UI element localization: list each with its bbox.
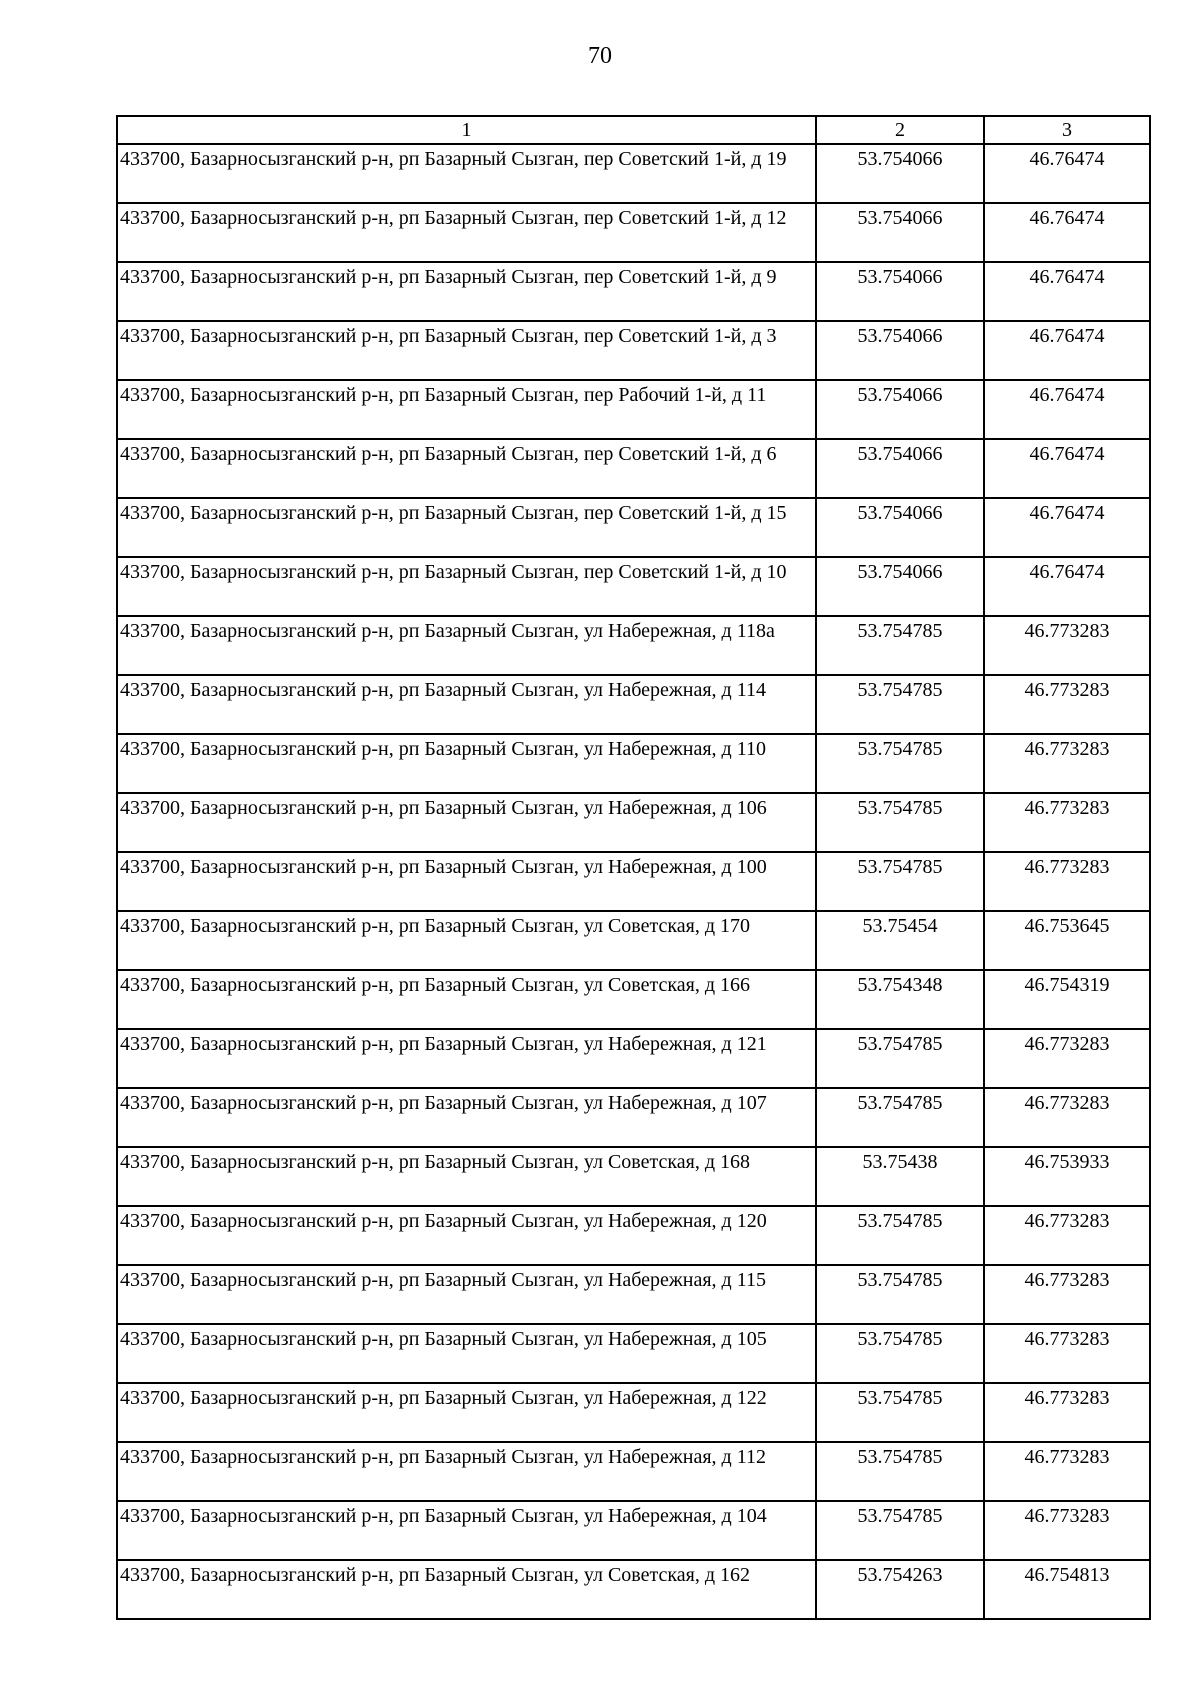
address-cell: 433700, Базарносызганский р-н, рп Базарный Сызган, ул Советская, д 166 bbox=[117, 970, 816, 1029]
latitude-cell: 53.754785 bbox=[816, 793, 984, 852]
table-row bbox=[117, 793, 1150, 852]
latitude-cell: 53.754066 bbox=[816, 380, 984, 439]
address-cell: 433700, Базарносызганский р-н, рп Базарный Сызган, ул Набережная, д 114 bbox=[117, 675, 816, 734]
latitude-cell: 53.754785 bbox=[816, 1029, 984, 1088]
longitude-cell: 46.773283 bbox=[984, 1265, 1150, 1324]
page-number: 70 bbox=[588, 43, 612, 69]
latitude-cell: 53.754785 bbox=[816, 734, 984, 793]
address-cell: 433700, Базарносызганский р-н, рп Базарный Сызган, ул Советская, д 162 bbox=[117, 1560, 816, 1619]
latitude-cell: 53.754785 bbox=[816, 1088, 984, 1147]
longitude-cell: 46.773283 bbox=[984, 1206, 1150, 1265]
latitude-cell: 53.754263 bbox=[816, 1560, 984, 1619]
table-row bbox=[117, 1206, 1150, 1265]
address-cell: 433700, Базарносызганский р-н, рп Базарный Сызган, ул Набережная, д 100 bbox=[117, 852, 816, 911]
latitude-cell: 53.754785 bbox=[816, 1501, 984, 1560]
table-row bbox=[117, 1442, 1150, 1501]
latitude-cell: 53.754348 bbox=[816, 970, 984, 1029]
latitude-cell: 53.754066 bbox=[816, 321, 984, 380]
header-row bbox=[117, 116, 1150, 144]
longitude-cell: 46.754319 bbox=[984, 970, 1150, 1029]
latitude-cell: 53.754785 bbox=[816, 852, 984, 911]
address-cell: 433700, Базарносызганский р-н, рп Базарный Сызган, ул Советская, д 168 bbox=[117, 1147, 816, 1206]
latitude-cell: 53.754066 bbox=[816, 557, 984, 616]
latitude-cell: 53.754785 bbox=[816, 1383, 984, 1442]
longitude-cell: 46.773283 bbox=[984, 1088, 1150, 1147]
table-row bbox=[117, 262, 1150, 321]
longitude-cell: 46.773283 bbox=[984, 793, 1150, 852]
table-row bbox=[117, 203, 1150, 262]
table-row bbox=[117, 380, 1150, 439]
latitude-cell: 53.754785 bbox=[816, 1324, 984, 1383]
longitude-cell: 46.773283 bbox=[984, 1029, 1150, 1088]
address-cell: 433700, Базарносызганский р-н, рп Базарный Сызган, пер Советский 1-й, д 10 bbox=[117, 557, 816, 616]
table-row bbox=[117, 321, 1150, 380]
address-cell: 433700, Базарносызганский р-н, рп Базарный Сызган, пер Советский 1-й, д 19 bbox=[117, 144, 816, 203]
address-cell: 433700, Базарносызганский р-н, рп Базарный Сызган, ул Набережная, д 118а bbox=[117, 616, 816, 675]
longitude-cell: 46.76474 bbox=[984, 321, 1150, 380]
longitude-cell: 46.76474 bbox=[984, 203, 1150, 262]
longitude-cell: 46.773283 bbox=[984, 734, 1150, 793]
table-row bbox=[117, 1265, 1150, 1324]
table-row bbox=[117, 1383, 1150, 1442]
table-row bbox=[117, 1147, 1150, 1206]
latitude-cell: 53.754785 bbox=[816, 675, 984, 734]
table-row bbox=[117, 1324, 1150, 1383]
latitude-cell: 53.75438 bbox=[816, 1147, 984, 1206]
address-cell: 433700, Базарносызганский р-н, рп Базарный Сызган, ул Набережная, д 106 bbox=[117, 793, 816, 852]
address-cell: 433700, Базарносызганский р-н, рп Базарный Сызган, ул Набережная, д 107 bbox=[117, 1088, 816, 1147]
table-row bbox=[117, 1029, 1150, 1088]
table-row bbox=[117, 616, 1150, 675]
longitude-cell: 46.773283 bbox=[984, 1324, 1150, 1383]
table-row bbox=[117, 675, 1150, 734]
longitude-cell: 46.773283 bbox=[984, 675, 1150, 734]
address-cell: 433700, Базарносызганский р-н, рп Базарный Сызган, ул Советская, д 170 bbox=[117, 911, 816, 970]
address-table bbox=[116, 115, 1151, 1620]
latitude-cell: 53.754785 bbox=[816, 1206, 984, 1265]
address-cell: 433700, Базарносызганский р-н, рп Базарный Сызган, ул Набережная, д 110 bbox=[117, 734, 816, 793]
address-cell: 433700, Базарносызганский р-н, рп Базарный Сызган, пер Советский 1-й, д 9 bbox=[117, 262, 816, 321]
longitude-cell: 46.76474 bbox=[984, 144, 1150, 203]
latitude-cell: 53.754785 bbox=[816, 1442, 984, 1501]
address-cell: 433700, Базарносызганский р-н, рп Базарный Сызган, пер Советский 1-й, д 12 bbox=[117, 203, 816, 262]
address-cell: 433700, Базарносызганский р-н, рп Базарный Сызган, пер Рабочий 1-й, д 11 bbox=[117, 380, 816, 439]
longitude-cell: 46.753933 bbox=[984, 1147, 1150, 1206]
address-cell: 433700, Базарносызганский р-н, рп Базарный Сызган, ул Набережная, д 122 bbox=[117, 1383, 816, 1442]
table-row bbox=[117, 1560, 1150, 1619]
longitude-cell: 46.773283 bbox=[984, 1383, 1150, 1442]
longitude-cell: 46.76474 bbox=[984, 439, 1150, 498]
latitude-cell: 53.754066 bbox=[816, 262, 984, 321]
table-row bbox=[117, 852, 1150, 911]
address-cell: 433700, Базарносызганский р-н, рп Базарный Сызган, ул Набережная, д 115 bbox=[117, 1265, 816, 1324]
longitude-cell: 46.773283 bbox=[984, 1442, 1150, 1501]
latitude-cell: 53.754066 bbox=[816, 439, 984, 498]
table-row bbox=[117, 1501, 1150, 1560]
table-row bbox=[117, 1088, 1150, 1147]
longitude-cell: 46.76474 bbox=[984, 262, 1150, 321]
address-cell: 433700, Базарносызганский р-н, рп Базарный Сызган, ул Набережная, д 120 bbox=[117, 1206, 816, 1265]
longitude-cell: 46.754813 bbox=[984, 1560, 1150, 1619]
table-row bbox=[117, 557, 1150, 616]
table-row bbox=[117, 970, 1150, 1029]
longitude-cell: 46.76474 bbox=[984, 557, 1150, 616]
address-cell: 433700, Базарносызганский р-н, рп Базарный Сызган, пер Советский 1-й, д 15 bbox=[117, 498, 816, 557]
latitude-cell: 53.754785 bbox=[816, 616, 984, 675]
address-cell: 433700, Базарносызганский р-н, рп Базарный Сызган, ул Набережная, д 105 bbox=[117, 1324, 816, 1383]
table-row bbox=[117, 911, 1150, 970]
longitude-cell: 46.773283 bbox=[984, 1501, 1150, 1560]
latitude-cell: 53.754066 bbox=[816, 498, 984, 557]
longitude-cell: 46.773283 bbox=[984, 616, 1150, 675]
table-header bbox=[117, 116, 1150, 144]
address-cell: 433700, Базарносызганский р-н, рп Базарный Сызган, пер Советский 1-й, д 6 bbox=[117, 439, 816, 498]
latitude-cell: 53.754066 bbox=[816, 203, 984, 262]
header-col-2: 2 bbox=[816, 116, 984, 144]
table-body bbox=[117, 144, 1150, 1619]
longitude-cell: 46.76474 bbox=[984, 498, 1150, 557]
latitude-cell: 53.754066 bbox=[816, 144, 984, 203]
table-row bbox=[117, 144, 1150, 203]
latitude-cell: 53.75454 bbox=[816, 911, 984, 970]
address-cell: 433700, Базарносызганский р-н, рп Базарный Сызган, ул Набережная, д 121 bbox=[117, 1029, 816, 1088]
header-col-3: 3 bbox=[984, 116, 1150, 144]
header-col-1: 1 bbox=[117, 116, 816, 144]
latitude-cell: 53.754785 bbox=[816, 1265, 984, 1324]
longitude-cell: 46.773283 bbox=[984, 852, 1150, 911]
longitude-cell: 46.76474 bbox=[984, 380, 1150, 439]
table-row bbox=[117, 498, 1150, 557]
longitude-cell: 46.753645 bbox=[984, 911, 1150, 970]
table-row bbox=[117, 734, 1150, 793]
table-row bbox=[117, 439, 1150, 498]
address-cell: 433700, Базарносызганский р-н, рп Базарный Сызган, ул Набережная, д 112 bbox=[117, 1442, 816, 1501]
address-cell: 433700, Базарносызганский р-н, рп Базарный Сызган, ул Набережная, д 104 bbox=[117, 1501, 816, 1560]
address-cell: 433700, Базарносызганский р-н, рп Базарный Сызган, пер Советский 1-й, д 3 bbox=[117, 321, 816, 380]
